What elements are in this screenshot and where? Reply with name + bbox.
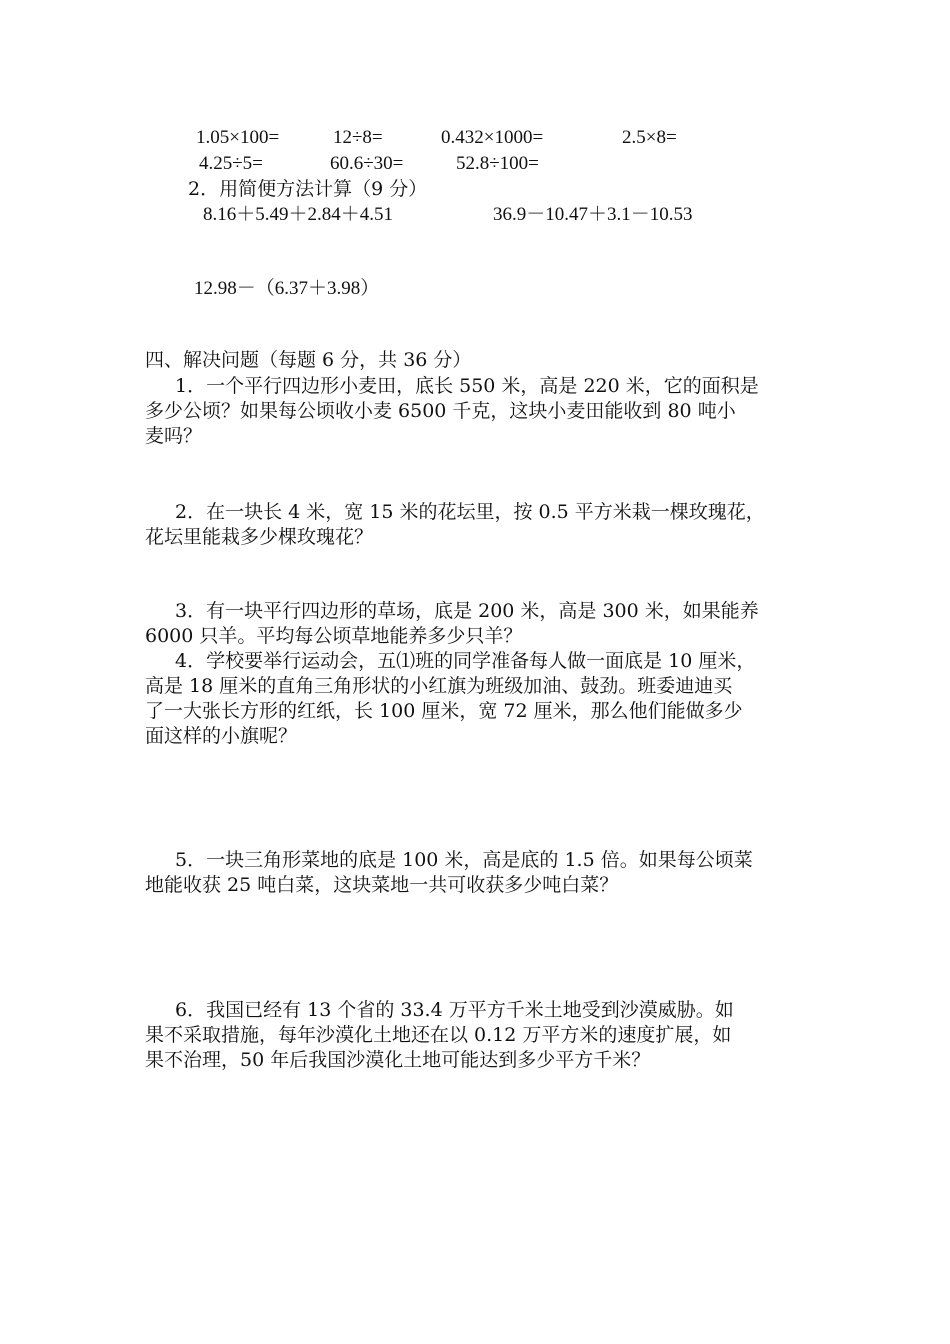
q3-line-1: 3．有一块平行四边形的草场，底是 200 米，高是 300 米，如果能养 [175, 600, 759, 622]
oral-calc-1: 1.05×100= [196, 127, 280, 148]
q1-line-3: 麦吗？ [145, 425, 203, 447]
simple-calc-problem-1: 8.16＋5.49＋2.84＋4.51 [203, 204, 394, 225]
q5-line-1: 5．一块三角形菜地的底是 100 米，高是底的 1.5 倍。如果每公顷菜 [175, 849, 753, 871]
q6-line-3: 果不治理，50 年后我国沙漠化土地可能达到多少平方千米？ [145, 1049, 651, 1071]
q6-line-1: 6．我国已经有 13 个省的 33.4 万平方千米土地受到沙漠威胁。如 [175, 999, 734, 1021]
oral-calc-2: 12÷8= [333, 127, 383, 148]
q6-line-2: 果不采取措施，每年沙漠化土地还在以 0.12 万平方米的速度扩展，如 [145, 1024, 732, 1046]
q4-line-4: 面这样的小旗呢？ [145, 725, 298, 747]
oral-calc-3: 0.432×1000= [441, 127, 544, 148]
q4-line-1: 4．学校要举行运动会，五⑴班的同学准备每人做一面底是 10 厘米， [175, 650, 756, 672]
section4-heading: 四、解决问题（每题 6 分，共 36 分） [145, 349, 472, 371]
q4-line-2: 高是 18 厘米的直角三角形状的小红旗为班级加油、鼓劲。班委迪迪买 [145, 675, 733, 697]
oral-calc-6: 60.6÷30= [330, 153, 404, 174]
q3-line-2: 6000 只羊。平均每公顷草地能养多少只羊？ [145, 625, 523, 647]
q2-line-2: 花坛里能栽多少棵玫瑰花？ [145, 526, 374, 548]
q4-line-3: 了一大张长方形的红纸，长 100 厘米，宽 72 厘米，那么他们能做多少 [145, 700, 743, 722]
q1-line-2: 多少公顷？如果每公顷收小麦 6500 千克，这块小麦田能收到 80 吨小 [145, 400, 736, 422]
oral-calc-5: 4.25÷5= [199, 153, 263, 174]
oral-calc-7: 52.8÷100= [456, 153, 539, 174]
q2-line-1: 2．在一块长 4 米，宽 15 米的花坛里，按 0.5 平方米栽一棵玫瑰花， [175, 501, 765, 523]
q5-line-2: 地能收获 25 吨白菜，这块菜地一共可收获多少吨白菜？ [145, 874, 619, 896]
q1-line-1: 1．一个平行四边形小麦田，底长 550 米，高是 220 米，它的面积是 [175, 375, 759, 397]
simple-calc-heading: 2．用简便方法计算（9 分） [188, 178, 428, 200]
simple-calc-problem-2: 36.9－10.47＋3.1－10.53 [493, 204, 693, 225]
simple-calc-problem-3: 12.98－（6.37＋3.98） [194, 278, 380, 299]
oral-calc-4: 2.5×8= [622, 127, 677, 148]
